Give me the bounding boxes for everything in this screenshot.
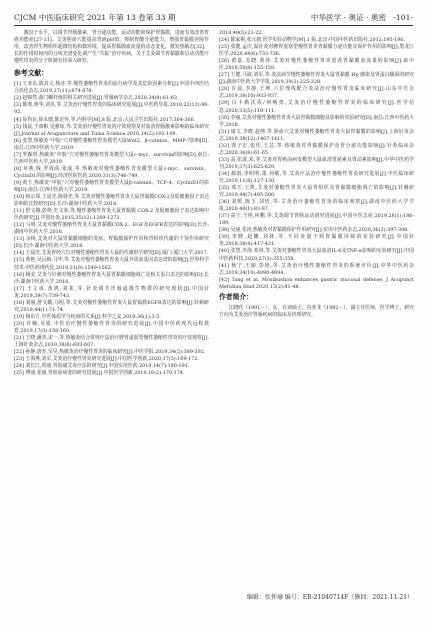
reference-item: [24] 刘长江,贾丽,胃脘痛艾灸疗法的研究[J].中国实用医药,2019,14(7):190-191.	[14, 363, 190, 370]
reference-item: [29] 白卡勒沃孜/何畅勇,艾灸治疗慢性萎缩性胃炎的临床研究[J].医学信息,2020,33(5):110-111.	[219, 100, 414, 114]
reference-item: [28] 许晨,李静,王坤,六位理线配合灸法治疗慢性胃炎临床研究[J].山东中医杂志,2019,38(10):933-937.	[219, 86, 414, 100]
reference-item: [5] 钱晨,王雨彬,吴雅琼,等.艾灸治疗慢性胃炎的疗效观察及对血清胃肠激素影响的临床研究[J].Journal of Acupuncture and Tuina Science,2016,14(2):101-109.	[14, 123, 209, 137]
reference-item: [6] 张慧,热敏灸“中脘”穴对慢性萎缩性胃炎模型大鼠Wnt2、β-catenin、MMP-7影响[D].南昌:江西中医药大学,2019.	[14, 137, 209, 151]
reference-item: [38] 吴丽,张涛,热敏灸对胃黏膜保护作用研究[J].实用中医药杂志,2020,36(3):397-398.	[219, 227, 409, 234]
reference-item: [14] 王晨光,艾灸胃经穴位对慢性萎缩性胃炎大鼠的代谢组学研究[D].厦门:厦门大学,2017.	[14, 250, 209, 257]
reference-item: [8] 章燕,钱,罗成曲,张成,等.热敏灸对慢性萎缩性胃炎模型大鼠c-myc、survivin、CyclinD1的影响[J].经济医院医药,2020,31(3):746-749.	[14, 165, 209, 179]
reference-item: [11] 舒文娥,彭艳,史文荣,等.慢性萎缩性胃炎大鼠胃黏膜 COX-2 及促细胞因子表达影响中医药研究[J].中国针灸,2015,35(12):1269-1273.	[14, 208, 209, 222]
author-bio: 江晓欣（1991－），女，在读硕士。谷亚龙（1982－），副主任医师，医学博士，研究方向为艾灸治疗胃肠疾病的临床及机理研究。	[219, 304, 414, 318]
reference-item: [20] 许楠,吴娟,中医治疗慢性萎缩性胃炎的研究进展[J].中国中医药现代远程教育,2019,17(3):158-160.	[14, 320, 209, 334]
reference-item: [2] 赵锦然.曲门螺杆菌的相关研究进展[J].胃肠病学杂志,2020,34(9):61-63.	[14, 95, 179, 102]
reference-item: [34] 郝雨,李明明,萧,何敏,等.艾灸疗法治疗慢性萎缩性胃炎研究进展[J].中医临床研究,2019,11(8):127-130.	[219, 170, 414, 184]
reference-item: [22] 孙静,唐杰,吴昊,热敏灸治疗慢性胃炎的临床研究[J].中医学报,2019,34(2):389-392.	[14, 349, 206, 356]
journal-title: CJCM 中医临床研究 2021 年第 13 卷第 33 期	[14, 13, 176, 22]
reference-item: [7] 罗森琪,热敏灸“中脘”穴对慢性萎缩性胃炎模型大鼠c-myc、survivin的影响[D].南昌:江西中医药大学,2019.	[14, 151, 209, 165]
page-number: -101-	[393, 13, 413, 22]
reference-item: [39] 李晓,赵鹏,刘林,等.不同灸量干预胃黏膜屏障的实验研究[J].中国针灸,2018,38(4):417-421.	[219, 234, 414, 248]
reference-item: [35] 邓玉,王凯,艾灸对萎缩性胃炎大鼠胃组织及胃黏膜细胞凋亡的影响[J].针刺研究,2019,44(7):495-500.	[219, 185, 414, 199]
reference-item: [4] 易均瓦,徐永健,陈论怀,等.内科学[M].8 版.北京:人民卫生出版社,2017:364-366.	[14, 116, 196, 123]
reference-item: [37] 高宁,王艳,何鹏,等.艾灸调节胃肠运动研究进展[J].中国中医急症,2019,28(1):186-189.	[219, 213, 414, 227]
section-name: 中华医学 · 奥证 · 奥密	[310, 13, 387, 22]
reference-item: [27] 王健,马淑,刘军,等.灸法调节慢性萎缩性胃炎大鼠胃黏膜 Hp 感染及胃蛋白酶原的研究[J].湖南中医药大学学报,2019,39(2):225-228.	[219, 72, 414, 86]
reference-item: [15] 黄艳,吴沅梅,马毕,等.艾灸对慢性萎缩性胃炎大鼠外周血基因表达谱的影响[J].世界科学技术-中医药现代化,2019,21(8):1549-1562.	[14, 257, 209, 271]
reference-item: [17] 王文成,黄鸿,刘某,等.针灸调节胃肠道微生物群的研究现状[J].中国针灸,2019,39(7):739-743.	[14, 285, 209, 299]
reference-item: [42] Tang et al. Moxibustion enhances gastric mucosal defense, J Acupunct Meridian Stud 2020,13(2):41-48.	[219, 276, 414, 290]
reference-item: [16] 杨美,艾灸与针刺对慢性萎缩性胃炎大鼠胃黏膜细胞凋亡及相关蛋白表达的影响[D].长沙:湖南中医药大学,2018.	[14, 271, 209, 285]
reference-item: [33] 高,张波,邓,等.艾灸对胃癌前病变模型大鼠血清胃泌素及胃动素影响[J].中华中医药学刊,2019,37(3):625-629.	[219, 156, 414, 170]
reference-item: [32] 郭子宏,张佳,王芸,等.热敏灸对胃黏膜保护及胃分泌功能影响[J].针灸临床杂志,2020,36(8):61-65.	[219, 142, 414, 156]
reference-item: [36] 刘媛,陈玉,刘恬,等.艾灸治疗萎缩性胃炎的临床观察[J].湖南中医药大学学报,2020,40(1):83-87.	[219, 199, 414, 213]
reference-item: [18] 刘丽,舒文娥,马明,等.艾灸对慢性萎缩性胃炎大鼠胃黏膜EGFR表达的影响[J].针刺研究,2019,44(1):71-74.	[14, 299, 209, 313]
reference-item: [23] 王海燕,刘军,艾灸治疗慢性胃炎研究进展[J].中国医学创新,2020,17(5):169-172.	[14, 356, 199, 363]
editor-footer: 编辑：张怀瑜 编号：EB-21040714F（修回：2021-11-21）	[246, 594, 413, 601]
right-column	[219, 30, 414, 320]
reference-item: [1] 王亚东,陈其文,杨济,等.慢性萎缩性胃炎的流行病学及其危险因素分析[J].中国中西医结合消化杂志,2019,27(11):874-878.	[14, 81, 209, 95]
reference-item: [25] 傅丽,张丽,胃癌前病变的研究进展[J].中国医学创新,2019,16(2):170-174.	[14, 370, 185, 377]
reference-item: [10] 杨宗琛,王晨光,陈驿光,等.艾灸对慢性萎缩性胃炎大鼠胃黏膜COX-2及促细胞因子表达影响的比较研究[D].长沙:湖南中医药大学,2018.	[14, 194, 209, 208]
reference-item: [31] 康文,李晓,赵坤,等.胆俞穴艾灸对慢性萎缩性胃炎大鼠胃黏膜的影响[J].上海针灸杂志,2019,38(12):1407-1411.	[219, 128, 414, 142]
intro-paragraph: 激因子水平，以调节胃肠激素，胃分泌功能，运动功能和保护胃黏膜，进而有效改善胃癌功能症[27-31]。艾灸胆俞穴能提高胃液pH值，抑制胃酸分泌能力，增强胃黏膜屏障作用，改善胃生物组织超微结构和微环境，提高胃黏膜血流量的动态变化，激发热敏态[32]，长的作用时间内的分线光谱变化调产生“共振”治疗疾病，关于艾灸调节胃黏膜和启动功能疗慢性胃炎的分子机制有待深入研究。	[14, 30, 209, 65]
reference-item: [30] 李丽,艾灸对慢性萎缩性胃炎大鼠胃黏膜细胞及影响的实验研究[D].南昌:江西中医药大学,2018.	[219, 114, 414, 128]
reference-item: [41] 杨宁,王丽,彭艳,等.艾灸治疗慢性萎缩性胃炎的系统评价[J].中华中医药杂志,2019,34(10):4890-4894.	[219, 262, 414, 276]
reference-item: [40] 张慧,李海,邓林,等.艾灸对萎缩性胃炎大鼠血清IL-6及TNF-α影响的实验研究[J].中国中医药科技,2020,27(3):355-358.	[219, 248, 414, 262]
reference-item: [25] 张健,孟庆,温针灸对脾胃虚寒型慢性胃炎胃黏膜分泌功能及保护作用的影响[J].黑龙江医学,2020,44(6):733-736.	[219, 44, 414, 58]
reference-item: [3] 陈寒,蒋华,刘英,等.艾灸治疗慢性胃炎的临床研究进展[J].中医药导报,2018,22(12):90-92.	[14, 102, 209, 116]
left-column	[14, 30, 209, 377]
references-list-left	[14, 81, 209, 377]
author-heading: 作者简介：	[219, 292, 253, 301]
reference-item: [9] 黄玉,热敏灸“中脘”穴对慢性萎缩性胃炎模型大鼠β-catenin、TCF-4、CyclinD1的影响[D].南昌:江西中医药大学,2019.	[14, 179, 209, 193]
reference-item: 2018,49(5):21-22.	[219, 30, 264, 36]
reference-item: [13] 余杨,艾灸对大鼠胃黏膜细胞的炎症、胃黏膜保护作用和胃组织代谢的干预作用研究[D].长沙:湖南中医药大学,2018.	[14, 236, 209, 250]
reference-item: [21] 王晓,潘杰,宋一,等.热敏灸结合常规疗法治疗脾胃虚弱型慢性萎缩性胃炎的疗效观察[J].上海针灸杂志,2019,38(6):603-607.	[14, 334, 209, 349]
reference-item: [24] 陈家祺,张元恕,医学实验动物学[M].1 版.北京:中国中医药出版社,2012:195-196.	[219, 37, 406, 44]
references-list-right	[219, 30, 414, 291]
page-header	[14, 9, 413, 26]
reference-item: [26] 黄嘉,苏晓,黄萍.艾灸对慢性萎缩性胃炎患者胃黏膜血流量的影响[J].新中医,2018,50(8):155-158.	[219, 58, 414, 72]
references-heading: 参考文献：	[14, 69, 48, 78]
reference-item: [12] 马明,艾灸对慢性萎缩性胃炎大鼠胃黏膜COX-2、EGF及EGFR表达的影响[D].长沙:湖南中医药大学,2018.	[14, 222, 209, 236]
header-right	[311, 12, 413, 23]
reference-item: [19] 杨东方,中医体质学与疾病的关系[J].科学之友,2019,36(1):3-5.	[14, 313, 161, 320]
